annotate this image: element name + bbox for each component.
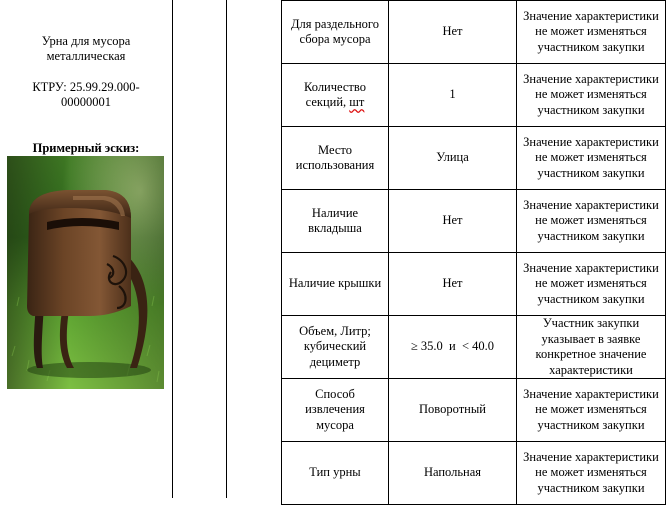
- table-row: [282, 127, 666, 190]
- spec-value: Нет: [389, 253, 517, 316]
- spec-name: Способ извлечения мусора: [282, 379, 389, 442]
- spec-note: Значение характеристики не может изменяться участником закупки: [517, 127, 666, 190]
- table-row: [282, 1, 666, 64]
- spec-value: Поворотный: [389, 379, 517, 442]
- spec-name: [282, 64, 389, 127]
- spec-note: Значение характеристики не может изменяться участником закупки: [517, 1, 666, 64]
- spec-name: Объем, Литр; кубический дециметр: [282, 316, 389, 379]
- spec-name: Место использования: [282, 127, 389, 190]
- table-row: [282, 379, 666, 442]
- spec-value: ≥ 35.0 и < 40.0: [389, 316, 517, 379]
- spec-note: Значение характеристики не может изменяться участником закупки: [517, 253, 666, 316]
- spec-name: Тип урны: [282, 442, 389, 505]
- table-row: [282, 316, 666, 379]
- spec-note: Значение характеристики не может изменяться участником закупки: [517, 64, 666, 127]
- spec-name-text: Количество секций,: [304, 79, 366, 109]
- spec-name-unit: шт: [349, 95, 365, 109]
- sketch-label: Примерный эскиз:: [32, 141, 140, 155]
- spec-value: 1: [389, 64, 517, 127]
- left-border-line: [172, 0, 173, 498]
- spec-note: Участник закупки указывает в заявке конкретное значение характеристики: [517, 316, 666, 379]
- product-name: Урна для мусора металлическая: [41, 34, 131, 63]
- table-row: [282, 442, 666, 505]
- spec-value: Нет: [389, 1, 517, 64]
- table-row: [282, 64, 666, 127]
- table-row: [282, 253, 666, 316]
- spec-value: Нет: [389, 190, 517, 253]
- spec-value: Улица: [389, 127, 517, 190]
- spec-name: Наличие вкладыша: [282, 190, 389, 253]
- spec-note: Значение характеристики не может изменяться участником закупки: [517, 379, 666, 442]
- spec-note: Значение характеристики не может изменяться участником закупки: [517, 442, 666, 505]
- spec-note: Значение характеристики не может изменяться участником закупки: [517, 190, 666, 253]
- trash-bin-photo: [7, 156, 164, 389]
- spec-name: Наличие крышки: [282, 253, 389, 316]
- spec-table: [281, 0, 666, 505]
- empty-column-line: [226, 0, 227, 498]
- product-description-cell: [0, 0, 172, 498]
- spec-value: Напольная: [389, 442, 517, 505]
- ktru-code: КТРУ: 25.99.29.000-00000001: [32, 80, 140, 109]
- table-row: [282, 190, 666, 253]
- spec-name: Для раздельного сбора мусора: [282, 1, 389, 64]
